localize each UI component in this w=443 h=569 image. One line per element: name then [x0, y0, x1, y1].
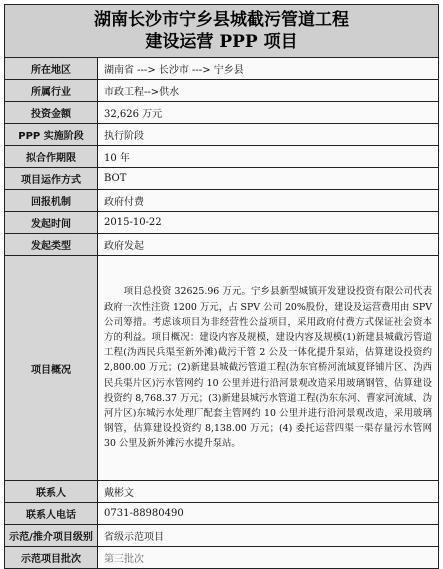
field-value: 戴彬文	[98, 481, 439, 503]
field-value: BOT	[98, 168, 439, 190]
field-value: 第三批次	[98, 547, 439, 569]
field-value: 政府发起	[98, 234, 439, 256]
table-row	[5, 212, 439, 234]
field-value: 10 年	[98, 146, 439, 168]
field-value: 0731-88980490	[98, 503, 439, 525]
field-label: 项目概况	[5, 256, 98, 481]
table-row	[5, 146, 439, 168]
table-row	[5, 481, 439, 503]
title-line-1: 湖南长沙市宁乡县城截污管道工程	[94, 10, 349, 30]
table-row	[5, 168, 439, 190]
field-label: 项目运作方式	[5, 168, 98, 190]
table-row	[5, 525, 439, 547]
project-info-table	[4, 57, 439, 569]
field-value: 市政工程-->供水	[98, 80, 439, 102]
field-label: 拟合作期限	[5, 146, 98, 168]
table-row	[5, 80, 439, 102]
field-value: 执行阶段	[98, 124, 439, 146]
table-row	[5, 503, 439, 525]
field-label: PPP 实施阶段	[5, 124, 98, 146]
table-row	[5, 234, 439, 256]
table-row	[5, 58, 439, 80]
field-label: 所在地区	[5, 58, 98, 80]
field-label: 回报机制	[5, 190, 98, 212]
field-label: 所属行业	[5, 80, 98, 102]
field-label: 发起时间	[5, 212, 98, 234]
field-label: 发起类型	[5, 234, 98, 256]
field-value: 政府付费	[98, 190, 439, 212]
field-label: 投资金额	[5, 102, 98, 124]
field-label: 示范项目批次	[5, 547, 98, 569]
project-info-sheet	[4, 4, 439, 565]
table-row	[5, 190, 439, 212]
field-value: 2015-10-22	[98, 212, 439, 234]
table-row	[5, 547, 439, 569]
field-value: 32,626 万元	[98, 102, 439, 124]
table-row	[5, 124, 439, 146]
field-value: 省级示范项目	[98, 525, 439, 547]
field-label: 示范/推介项目级别	[5, 525, 98, 547]
field-value: 湖南省 ---> 长沙市 ---> 宁乡县	[98, 58, 439, 80]
table-row-overview	[5, 256, 439, 481]
project-overview-text: 项目总投资 32625.96 万元。宁乡县新型城镇开发建设投资有限公司代表政府一次性注资 1200 万元，占 SPV 公司 20%股份，建设及运营费用由 SPV 公司筹措。考虑该项目为非经营性公益项目，采用政府付费方式保证社会资本方的利益。项目概况：建设内容及规模，建设内容及规模(1)新建县城截污管道工程(沩西民兵渠至新外滩)截污干管 2 公及一体化提升泵站，估算建设投资约 2,800.00 万元；(2)新建县城截污管道工程(沩东官桥河流域夏铎铺片区、沩西民兵渠片区)污水管网约 10 公里并进行沿河景观改造采用玻璃钢管，估算建设投资约 8,768.37 万元；(3)新建县城污水管道工程(沩东东河、曹家河流域、沩河片区)东城污水处理厂配套主管网约 10 公里并进行沿河景观改造，采用玻璃钢管，估算建设投资约 8,138.00 万元；(4) 委托运营四渠一渠存量污水管网 30 公里及新外滩污水提升泵站。	[98, 256, 439, 481]
field-label: 联系人	[5, 481, 98, 503]
title-line-2: 建设运营 PPP 项目	[145, 32, 298, 52]
table-row	[5, 102, 439, 124]
field-label: 联系人电话	[5, 503, 98, 525]
project-title	[4, 4, 439, 57]
